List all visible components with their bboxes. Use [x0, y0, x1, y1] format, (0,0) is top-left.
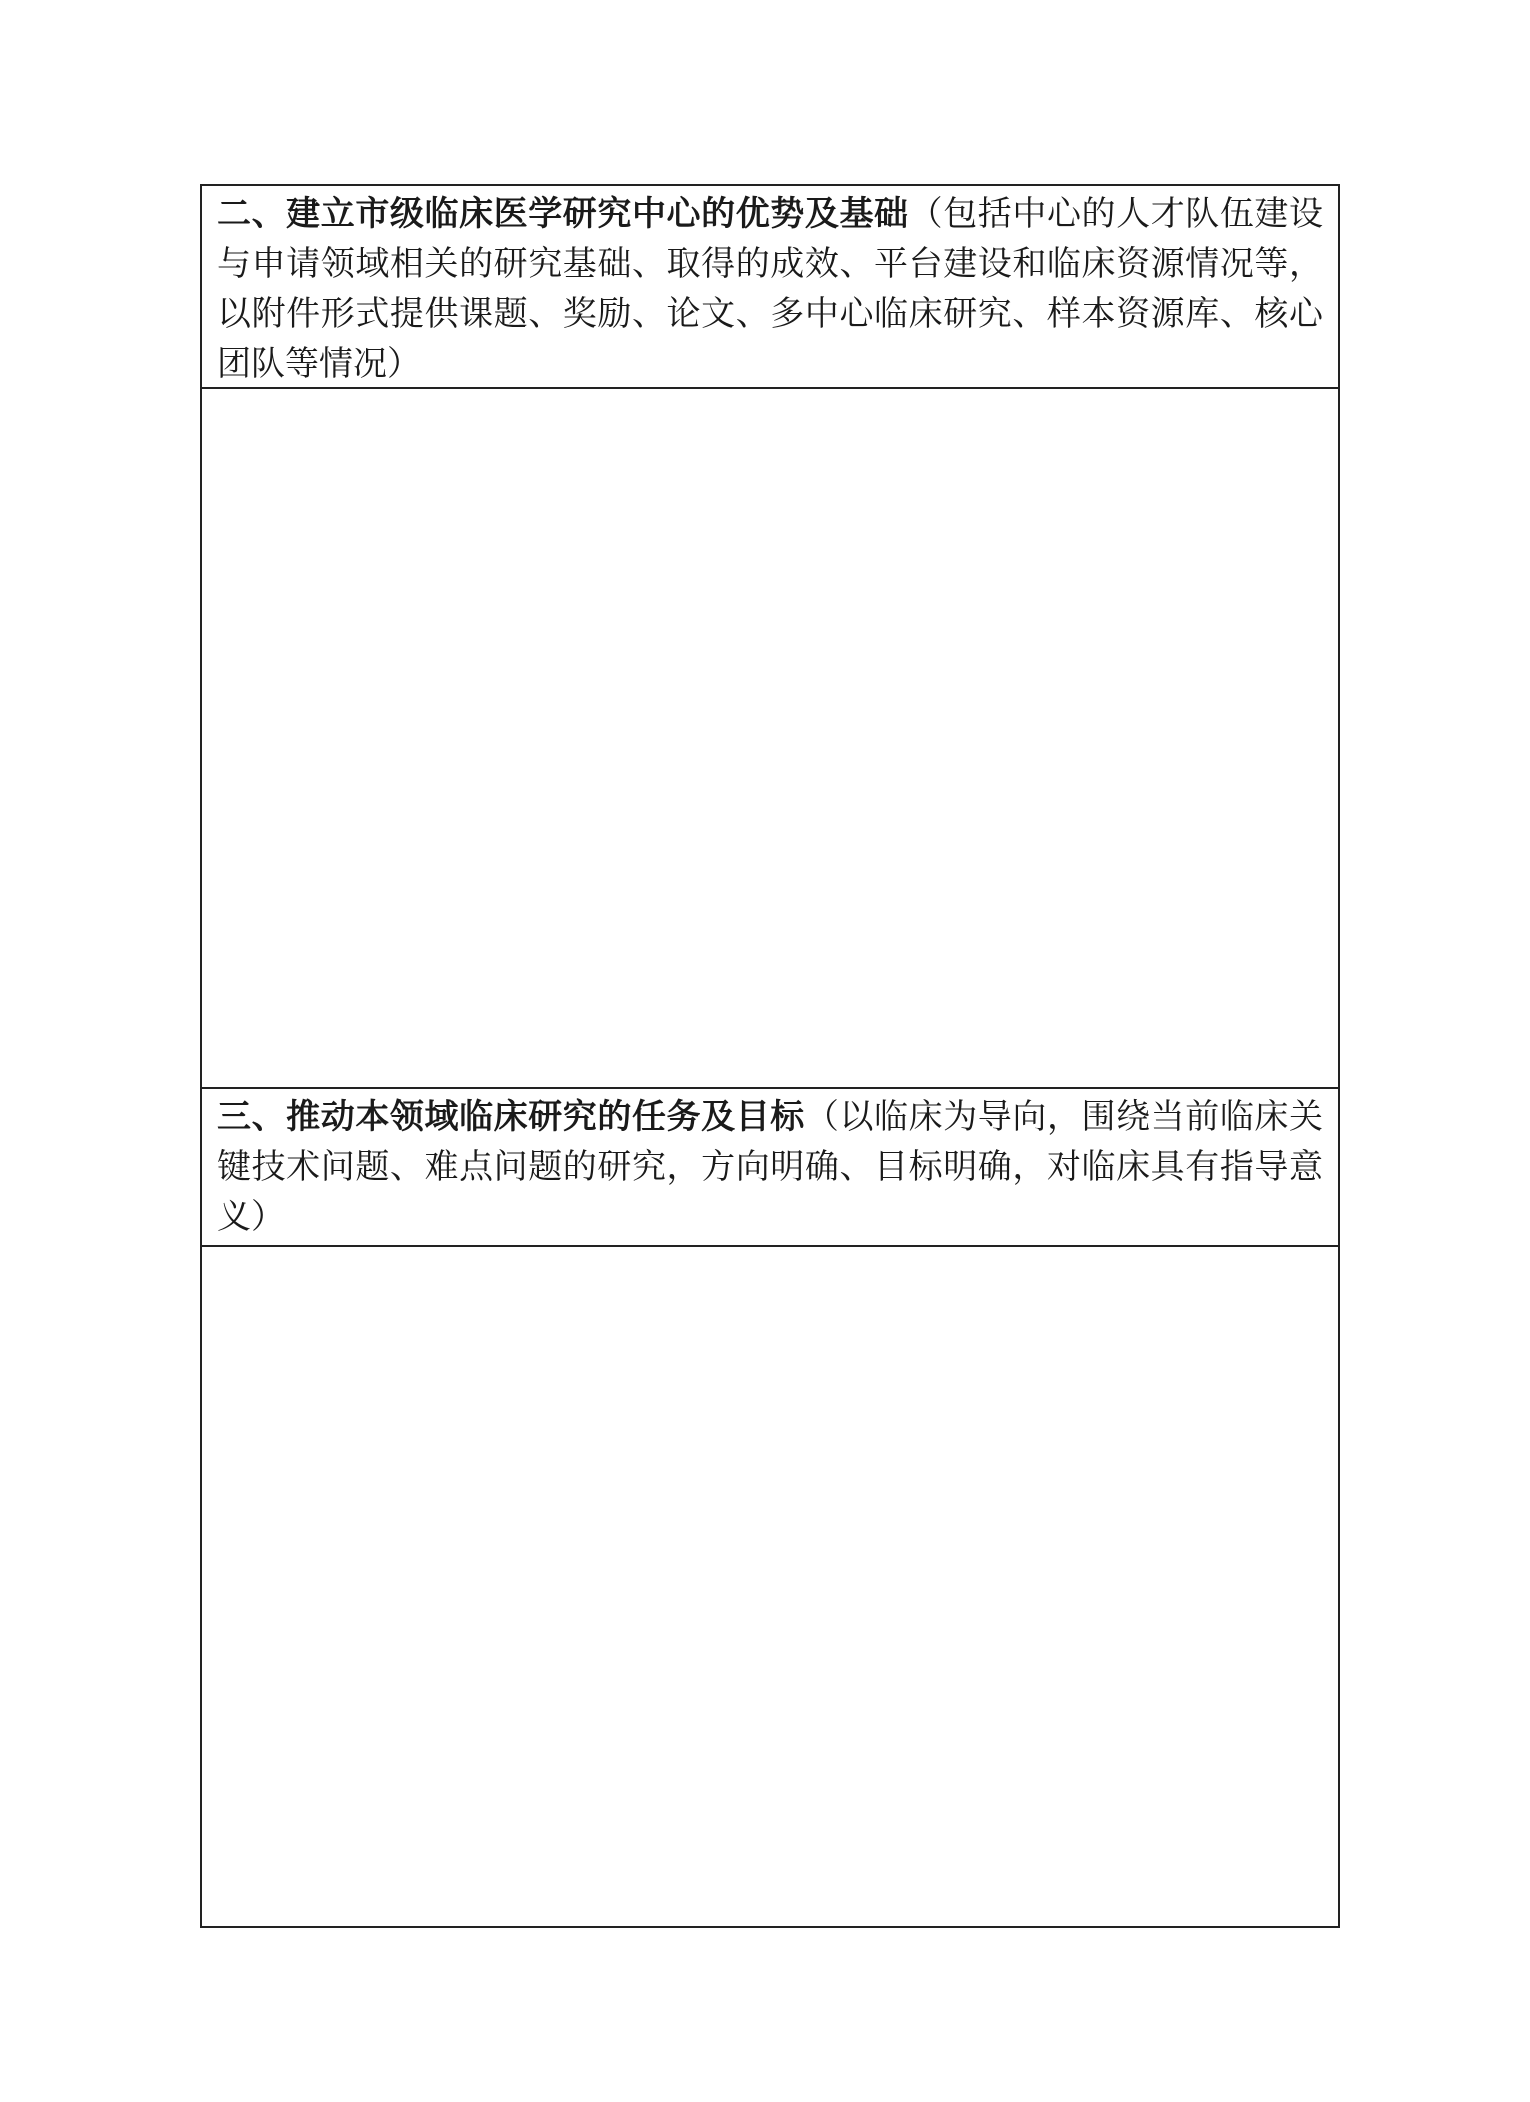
- section-3-title: 三、推动本领域临床研究的任务及目标: [217, 1097, 805, 1137]
- application-form-table: [200, 184, 1340, 1928]
- section-3-note: （以临床为导向，围绕当前临床关键技术问题、难点问题的研究，方向明确、目标明确，对临床具有指导意义）: [217, 1097, 1324, 1237]
- section-2-header: [202, 186, 1338, 389]
- section-3-header: [202, 1089, 1338, 1247]
- section-2-note: （包括中心的人才队伍建设与申请领域相关的研究基础、取得的成效、平台建设和临床资源情况等，以附件形式提供课题、奖励、论文、多中心临床研究、样本资源库、核心团队等情况）: [217, 194, 1324, 384]
- section-3-content-area[interactable]: [202, 1247, 1338, 1926]
- section-2-content-area[interactable]: [202, 389, 1338, 1089]
- section-2-title: 二、建立市级临床医学研究中心的优势及基础: [217, 194, 909, 234]
